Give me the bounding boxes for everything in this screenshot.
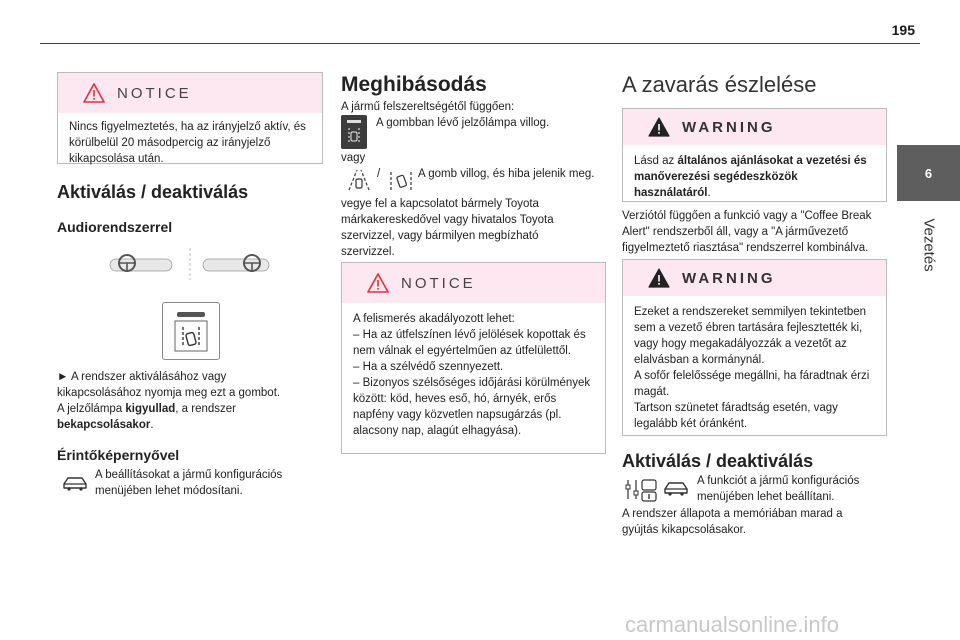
warning-triangle-icon bbox=[648, 268, 670, 288]
notice-box bbox=[341, 262, 606, 454]
notice-text: A felismerés akadályozott lehet: – Ha az útfelszínen lévő jelölések kopottak és nem válnak el egyértelműen az útfelülettől. – Ha a szélvédő szennyezett. – Bizonyos szélsőséges időjárási körülmények között: köd, heves eső, hó, árnyék, erős napfény vagy közvetlen napsugárzás (pl. alacsony nap, alagút elhagyása). bbox=[353, 313, 591, 437]
warning-triangle-icon bbox=[367, 273, 389, 293]
activation-text: A funkciót a jármű konfigurációs menüjében lehet beállítani. bbox=[697, 475, 860, 503]
vehicle-settings-icon bbox=[624, 477, 658, 503]
section-heading: Aktiválás / deaktiválás bbox=[57, 182, 249, 202]
malfunction-intro: A jármű felszereltségétől függően: bbox=[341, 101, 515, 113]
notice-text: Nincs figyelmeztetés, ha az irányjelző aktív, és körülbelül 20 másodpercig az irányjelző kikapcsolása után. bbox=[69, 121, 306, 165]
contact-text: vegye fel a kapcsolatot bármely Toyota márkakereskedővel vagy hivatalos Toyota szervizzel, vagy bármilyen megbízható szervizzel. bbox=[341, 198, 554, 258]
warning-triangle-icon bbox=[648, 117, 670, 137]
warning-label: WARNING bbox=[682, 118, 776, 136]
notice-label: NOTICE bbox=[117, 84, 192, 102]
lane-keep-icon bbox=[387, 166, 415, 192]
car-settings-icon bbox=[663, 480, 689, 498]
warning-triangle-icon bbox=[83, 83, 105, 103]
malfunction-line1: A gombban lévő jelzőlámpa villog. bbox=[376, 117, 550, 129]
section-heading: Aktiválás / deaktiválás bbox=[622, 451, 814, 471]
malfunction-line2: A gomb villog, és hiba jelenik meg. bbox=[418, 168, 595, 180]
drowsiness-heading: A zavarás észlelése bbox=[622, 72, 817, 97]
notice-label: NOTICE bbox=[401, 274, 476, 292]
warning-box bbox=[622, 108, 887, 202]
warning-text: Lásd az általános ajánlásokat a vezetési és manőverezési segédeszközök használatáról. bbox=[634, 155, 867, 199]
touchscreen-text: A beállításokat a jármű konfigurációs menüjében lehet módosítani. bbox=[95, 469, 283, 497]
warning-label: WARNING bbox=[682, 269, 776, 287]
audio-status: A jelzőlámpa kigyullad, a rendszer bekapcsolásakor. bbox=[57, 403, 236, 431]
malfunction-heading: Meghibásodás bbox=[341, 73, 487, 96]
steering-wheel-icon bbox=[108, 248, 273, 280]
lane-button-icon bbox=[162, 302, 220, 360]
chapter-tab[interactable]: 6 bbox=[897, 145, 960, 201]
steering-wheel-illustration bbox=[108, 248, 273, 280]
page-number: 195 bbox=[891, 22, 915, 38]
lane-button-icon bbox=[341, 115, 367, 149]
car-settings-icon bbox=[62, 475, 88, 493]
subheading-touchscreen: Érintőképernyővel bbox=[57, 447, 180, 463]
slash-text: / bbox=[377, 168, 381, 180]
audio-instruction: ► A rendszer aktiválásához vagy kikapcsolásához nyomja meg ezt a gombot. bbox=[57, 371, 281, 399]
header-rule bbox=[40, 43, 920, 44]
notice-box bbox=[57, 72, 323, 164]
version-paragraph: Verziótól függően a funkció vagy a "Coffee Break Alert" rendszerből áll, vagy a "A járművezető figyelmeztető riasztása" rendszerrel kombinálva. bbox=[622, 210, 872, 254]
or-text: vagy bbox=[341, 152, 366, 164]
warning-text: Ezeket a rendszereket semmilyen tekintetben sem a vezető ébren tartására fejlesztették ki, vagy hogy megakadályozzák a vezetőt az elalvásban a kormánynál. A sofőr felelőssége megállni, ha fáradtnak érzi magát. Tartson szünetet fáradtság esetén, vagy legalább két óránként. bbox=[634, 306, 870, 430]
memory-text: A rendszer állapota a memóriában marad a gyújtás kikapcsolásakor. bbox=[622, 508, 843, 536]
subheading-audio: Audiorendszerrel bbox=[57, 219, 173, 235]
lane-keep-icon bbox=[345, 166, 373, 192]
watermark: carmanualsonline.info bbox=[625, 612, 840, 637]
warning-box bbox=[622, 259, 887, 436]
chapter-label: Vezetés bbox=[920, 218, 938, 272]
